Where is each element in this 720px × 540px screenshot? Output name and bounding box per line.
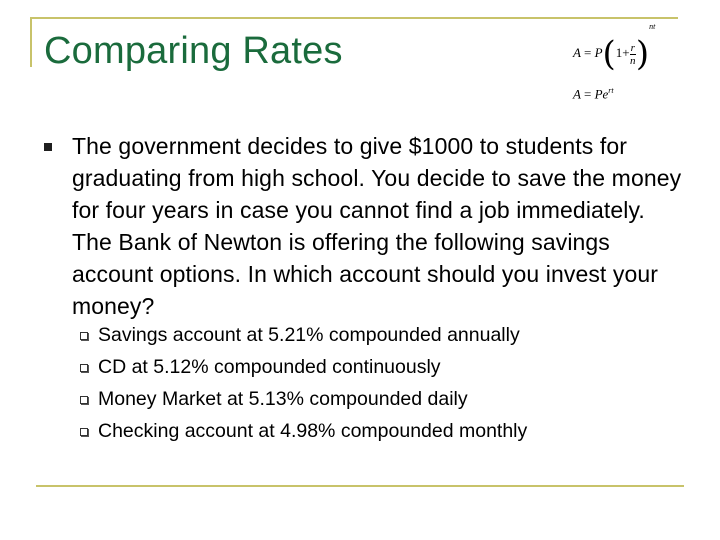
- formula2-exponent: rt: [608, 86, 614, 95]
- option-label: Money Market at 5.13% compounded daily: [98, 388, 468, 410]
- formula-lhs: A: [573, 45, 581, 60]
- slide-title: Comparing Rates: [44, 30, 343, 72]
- fraction-denominator: n: [630, 54, 636, 67]
- list-item: [80, 320, 680, 352]
- formula-principal: P: [594, 45, 603, 60]
- hollow-square-bullet-icon: [80, 396, 88, 404]
- title-rule-left: [30, 17, 32, 67]
- hollow-square-bullet-icon: [80, 428, 88, 436]
- option-label: Checking account at 4.98% compounded monthly: [98, 420, 528, 442]
- formula-equals: =: [583, 45, 592, 60]
- formula2-base: Pe: [594, 86, 609, 102]
- hollow-square-bullet-icon: [80, 332, 88, 340]
- main-bullet-text: The government decides to give $1000 to students for graduating from high school. You decide to save the money for four years in case you cannot find a job immediately. The Bank of Newton is offering the following savings account options. In which account should you invest your money?: [72, 133, 682, 319]
- formula-one-plus: 1+: [615, 45, 630, 60]
- formula-exponent: nt: [649, 22, 656, 31]
- fraction-numerator: r: [630, 41, 635, 54]
- continuous-interest-formula: [573, 86, 614, 102]
- formula2-equals: =: [583, 86, 592, 102]
- hollow-square-bullet-icon: [80, 364, 88, 372]
- list-item: [80, 384, 680, 416]
- right-paren: ): [635, 34, 650, 75]
- compound-interest-formula: [573, 22, 656, 75]
- main-bullet-square: [44, 143, 52, 151]
- list-item: [80, 352, 680, 384]
- left-paren: (: [602, 34, 616, 75]
- account-options-list: [80, 320, 680, 448]
- title-rule-top: [30, 17, 678, 19]
- bottom-rule: [36, 485, 684, 487]
- option-label: CD at 5.12% compounded continuously: [98, 356, 441, 378]
- option-label: Savings account at 5.21% compounded annually: [98, 324, 520, 346]
- list-item: [80, 416, 680, 448]
- formula2-lhs: A: [573, 86, 581, 102]
